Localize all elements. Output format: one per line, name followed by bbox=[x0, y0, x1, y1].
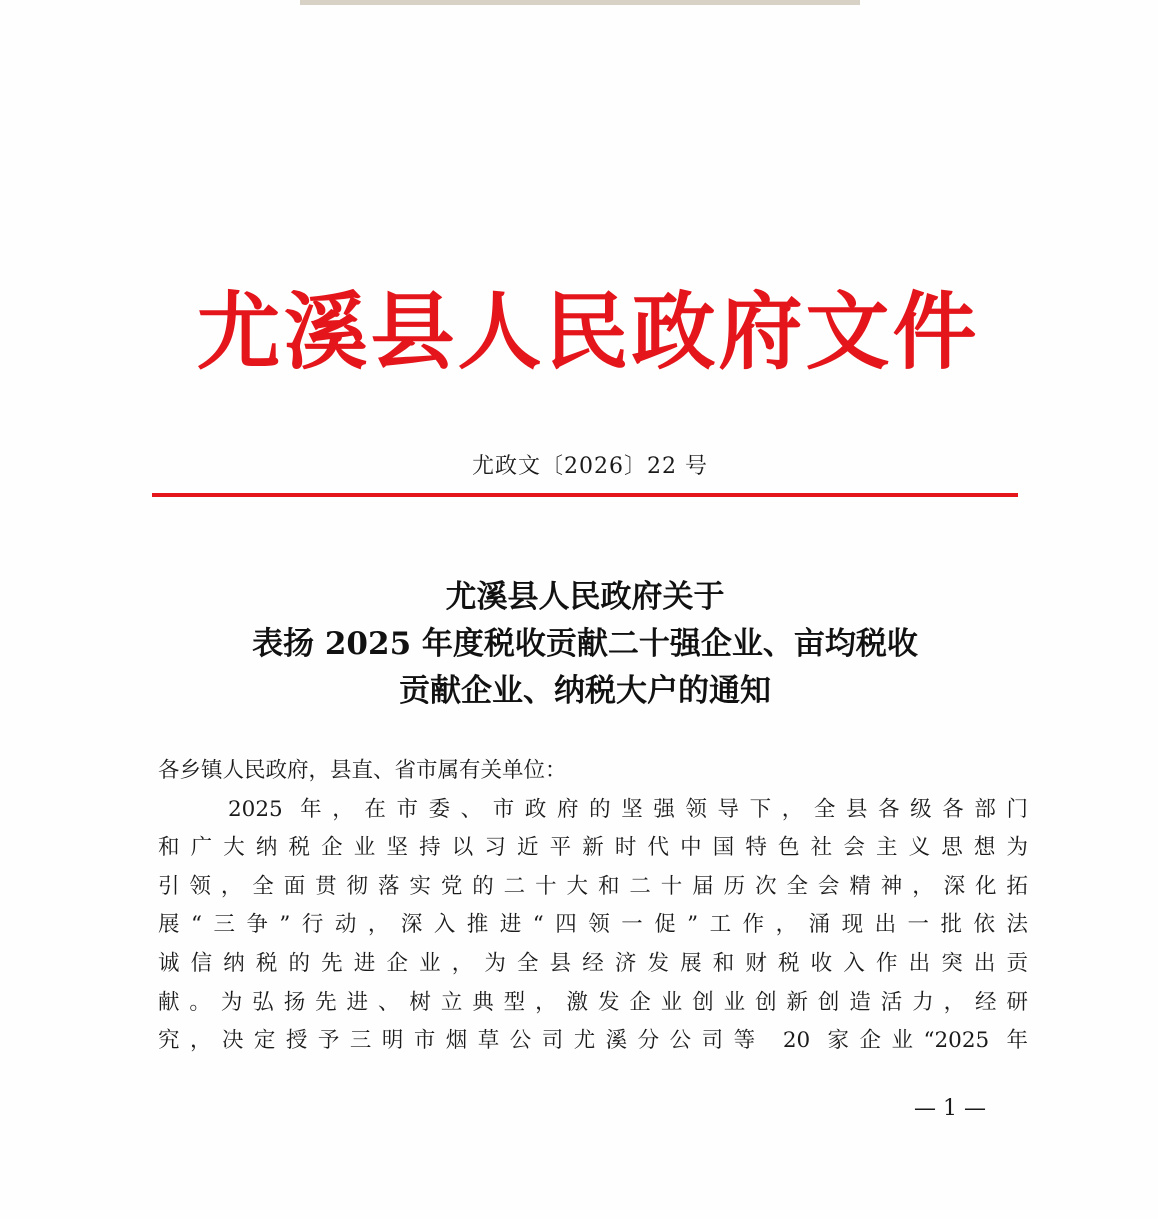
body-line-2: 和广大纳税企业坚持以习近平新时代中国特色社会主义思想为 bbox=[158, 835, 1028, 861]
body-line-7: 究，决定授予三明市烟草公司尤溪分公司等 20 家企业“2025 年 bbox=[158, 1028, 1028, 1054]
body-line-1: 2025 年，在市委、市政府的坚强领导下，全县各级各部门 bbox=[228, 796, 1028, 822]
document-title bbox=[130, 574, 1040, 715]
document-masthead: 尤溪县人民政府文件 bbox=[196, 282, 980, 381]
title-line-3: 贡献企业、纳税大户的通知 bbox=[399, 673, 771, 709]
scan-edge bbox=[300, 0, 860, 5]
page-number: — 1 — bbox=[914, 1096, 986, 1121]
salutation: 各乡镇人民政府，县直、省市属有关单位： bbox=[158, 758, 567, 783]
body-line-4: 展“三争”行动，深入推进“四领一促”工作，涌现出一批依法 bbox=[158, 912, 1028, 938]
body-line-6: 献。为弘扬先进、树立典型，激发企业创业创新创造活力，经研 bbox=[158, 989, 1028, 1015]
body-line-5: 诚信纳税的先进企业，为全县经济发展和财税收入作出突出贡 bbox=[158, 950, 1028, 976]
body-line-3: 引领，全面贯彻落实党的二十大和二十届历次全会精神，深化拓 bbox=[158, 873, 1028, 899]
title-line-2: 表扬 2025 年度税收贡献二十强企业、亩均税收 bbox=[252, 626, 918, 662]
document-number: 尤政文〔2026〕22 号 bbox=[472, 454, 708, 479]
red-divider-line bbox=[152, 493, 1018, 497]
title-line-1: 尤溪县人民政府关于 bbox=[445, 579, 725, 615]
document-body bbox=[158, 752, 1028, 1061]
